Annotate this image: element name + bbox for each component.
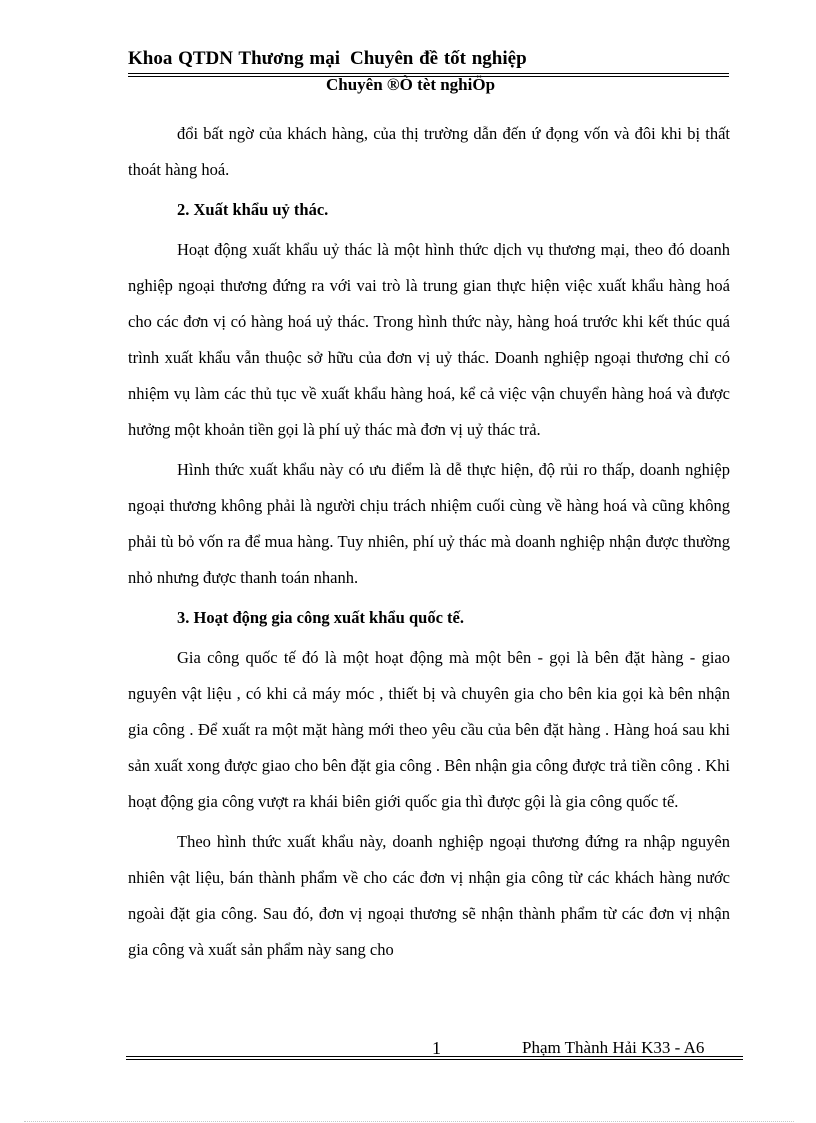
document-body (128, 116, 730, 968)
header-subtitle: Chuyên ®Ò tèt nghiÖp (326, 75, 496, 94)
paragraph-processing-definition: Gia công quốc tế đó là một hoạt động mà một bên - gọi là bên đặt hàng - giao nguyên vật liệu , có khi cả máy móc , thiết bị và chuyên gia cho bên kia gọi kà bên nhận gia công . Để xuất ra một mặt hàng mới theo yêu cầu của bên đặt hàng . Hàng hoá sau khi sản xuất xong được giao cho bên đặt gia công . Bên nhận gia công được trả tiền công . Khi hoạt động gia công vượt ra khái biên giới quốc gia thì được gội là gia công quốc tế. (128, 648, 730, 811)
page-header-title (128, 48, 527, 70)
footer-page-number: 1 (432, 1038, 441, 1058)
paragraph-entrusted-advantages: Hình thức xuất khẩu này có ưu điểm là dễ thực hiện, độ rủi ro thấp, doanh nghiệp ngoại thương không phải là người chịu trách nhiệm cuối cùng về hàng hoá và cũng không phải tù bỏ vốn ra để mua hàng. Tuy nhiên, phí uỷ thác mà doanh nghiệp nhận được thường nhỏ nhưng được thanh toán nhanh. (128, 460, 730, 587)
section-heading-3: 3. Hoạt động gia công xuất khẩu quốc tế. (177, 608, 464, 627)
page-edge-divider (24, 1121, 794, 1122)
footer-rule-top (126, 1056, 743, 1057)
section-heading-2: 2. Xuất khẩu uỷ thác. (177, 200, 329, 219)
header-department: Khoa QTDN Thương mại (128, 48, 340, 69)
paragraph-processing-export: Theo hình thức xuất khẩu này, doanh nghiệp ngoại thương đứng ra nhập nguyên nhiên vật liệu, bán thành phẩm về cho các đơn vị nhận gia công từ các khách hàng nước ngoài đặt gia công. Sau đó, đơn vị ngoại thương sẽ nhận thành phẩm từ các đơn vị nhận gia công và xuất sản phẩm này sang cho (128, 832, 730, 959)
continuation-paragraph: đổi bất ngờ của khách hàng, của thị trường dẫn đến ứ đọng vốn và đôi khi bị thất thoát hàng hoá. (128, 124, 730, 179)
footer-author: Phạm Thành Hải K33 - A6 (522, 1038, 705, 1057)
header-document-type: Chuyên đề tốt nghiệp (349, 48, 527, 69)
footer-rule-bottom (126, 1059, 743, 1060)
header-rule-top (128, 73, 729, 74)
paragraph-entrusted-export: Hoạt động xuất khẩu uỷ thác là một hình thức dịch vụ thương mại, theo đó doanh nghiệp ngoại thương đứng ra với vai trò là trung gian thực hiện việc xuất khẩu hàng hoá cho các đơn vị có hàng hoá uỷ thác. Trong hình thức này, hàng hoá trước khi kết thúc quá trình xuất khẩu vẫn thuộc sở hữu của đơn vị uỷ thác. Doanh nghiệp ngoại thương chỉ có nhiệm vụ làm các thủ tục về xuất khẩu hàng hoá, kể cả việc vận chuyển hàng hoá và được hưởng một khoản tiền gọi là phí uỷ thác mà đơn vị uỷ thác trả. (128, 240, 730, 439)
